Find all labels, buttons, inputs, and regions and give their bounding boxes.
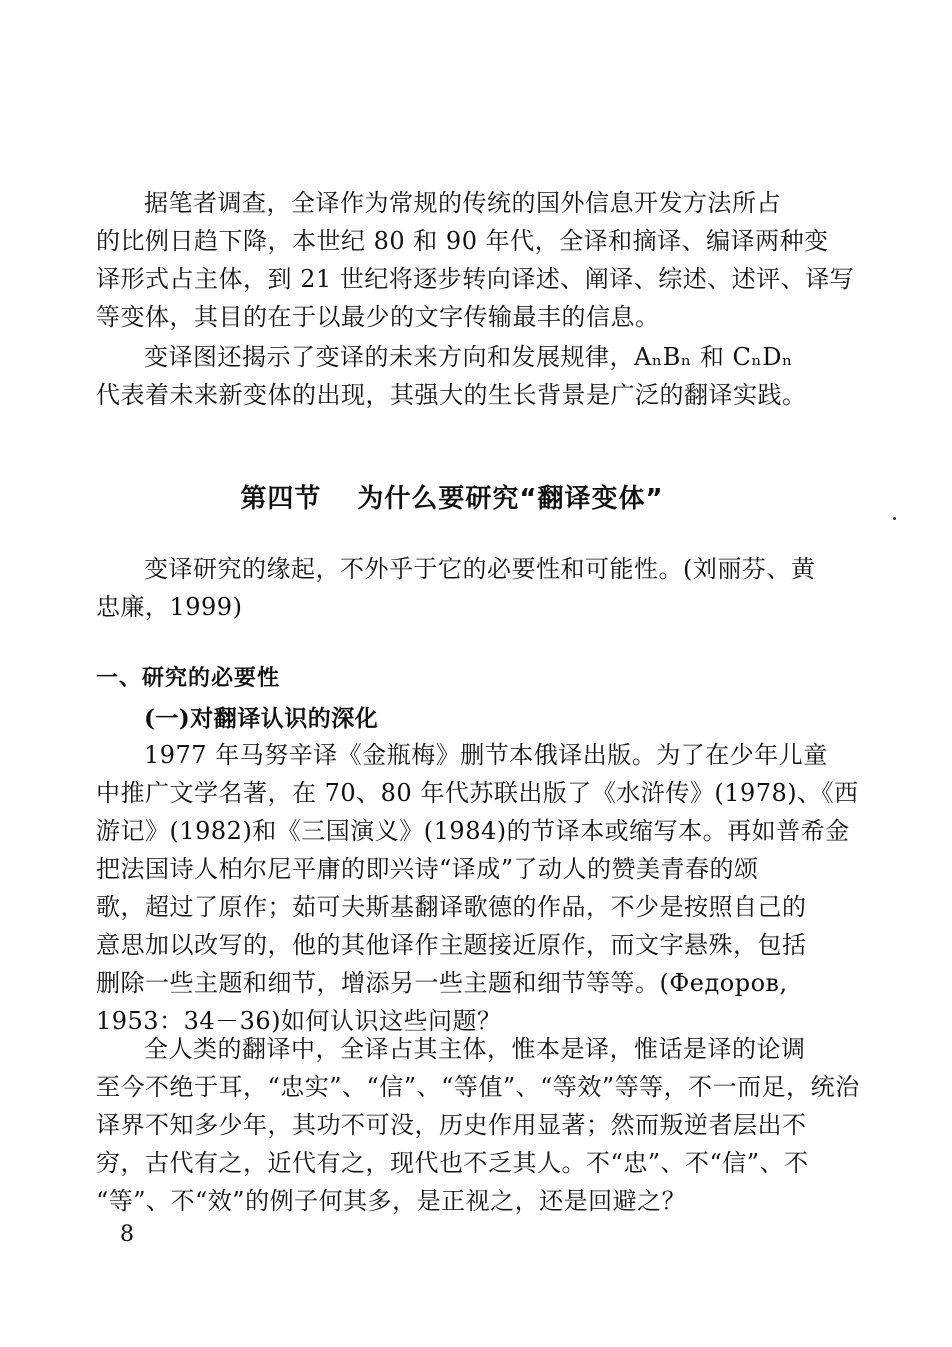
text-line: 至今不绝于耳，“忠实”、“信”、“等值”、“等效”等等，不一而足，统治 [96, 1073, 860, 1101]
text-line: 代表着未来新变体的出现，其强大的生长背景是广泛的翻译实践。 [96, 381, 807, 409]
text-line: 全人类的翻译中，全译占其主体，惟本是译，惟话是译的论调 [144, 1035, 806, 1063]
text-line: 中推广文学名著，在 70、80 年代苏联出版了《水浒传》(1978)、《西 [96, 779, 859, 807]
text-line: 忠廉，1999) [96, 593, 243, 621]
text-line: 变译研究的缘起，不外乎于它的必要性和可能性。(刘丽芬、黄 [144, 555, 816, 583]
text-line: 1977 年马努辛译《金瓶梅》删节本俄译出版。为了在少年儿童 [144, 741, 828, 769]
paragraph-examples [96, 736, 859, 1040]
text-line: 1953：34－36)如何认识这些问题？ [96, 1007, 502, 1035]
text-line: 的比例日趋下降，本世纪 80 和 90 年代，全译和摘译、编译两种变 [96, 227, 829, 255]
subsubsection-heading: (一)对翻译认识的深化 [144, 705, 379, 732]
text-line: 歌，超过了原作；茹可夫斯基翻译歌德的作品，不少是按照自己的 [96, 893, 807, 921]
text-line: 把法国诗人柏尔尼平庸的即兴诗“译成”了动人的赞美青春的颂 [96, 855, 759, 883]
section-title [96, 478, 808, 515]
paragraph-global-info [96, 184, 855, 336]
page-number: 8 [120, 1222, 134, 1247]
text-line: 删除一些主题和细节，增添另一些主题和细节等等。(Федоров, [96, 969, 788, 997]
text-line: 意思加以改写的，他的其他译作主题接近原作，而文字悬殊，包括 [96, 931, 807, 959]
text-line: 据笔者调查，全译作为常规的传统的国外信息开发方法所占 [144, 189, 781, 217]
text-line: 译形式占主体，到 21 世纪将逐步转向译述、阐译、综述、述评、译写 [96, 265, 855, 293]
text-line: “等”、不“效”的例子何其多，是正视之，还是回避之？ [96, 1187, 687, 1215]
section-number: 第四节 [240, 484, 322, 514]
text-line: 游记》(1982)和《三国演义》(1984)的节译本或缩写本。再如普希金 [96, 817, 850, 845]
subsection-heading: 一、研究的必要性 [96, 666, 281, 691]
text-line: 变译图还揭示了变译的未来方向和发展规律，AₙBₙ 和 CₙDₙ [144, 343, 793, 371]
text-line: 译界不知多少年，其功不可没，历史作用显著；然而叛逆者层出不 [96, 1111, 807, 1139]
scan-speck [893, 517, 896, 520]
text-line: 等变体，其目的在于以最少的文字传输最丰的信息。 [96, 303, 660, 331]
section-heading: 为什么要研究“翻译变体” [357, 484, 664, 514]
text-line: 穷，古代有之，近代有之，现代也不乏其人。不“忠”、不“信”、不 [96, 1149, 809, 1177]
paragraph-origin [96, 550, 816, 626]
paragraph-future-direction [96, 338, 808, 414]
paragraph-full-translation [96, 1030, 860, 1220]
